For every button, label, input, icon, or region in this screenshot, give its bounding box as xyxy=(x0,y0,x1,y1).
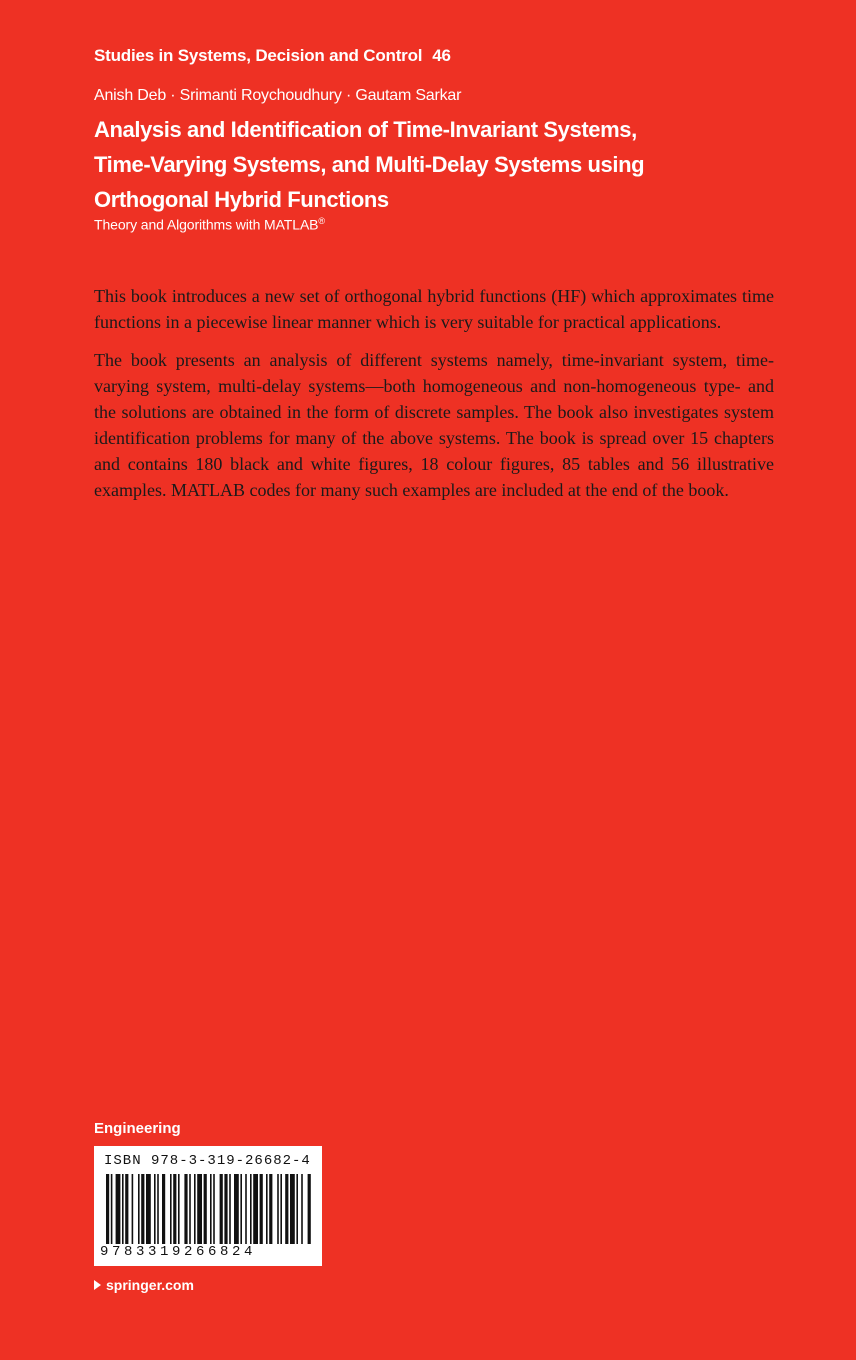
publisher-link-text[interactable]: springer.com xyxy=(106,1277,194,1293)
barcode-bar xyxy=(146,1174,151,1244)
barcode-bar xyxy=(141,1174,144,1244)
series-name: Studies in Systems, Decision and Control xyxy=(94,46,423,65)
barcode-bar xyxy=(250,1174,252,1244)
barcode-bar xyxy=(245,1174,247,1244)
barcode-bar xyxy=(269,1174,272,1244)
barcode-bar xyxy=(210,1174,212,1244)
blurb-paragraph: The book presents an analysis of different systems namely, time-invariant system, time-varying system, multi-delay systems—both homogeneous and non-homogeneous type- and the solutions are obtained in the form of discrete samples. The book also investigates system identification problems for many of the above systems. The book is spread over 15 chapters and contains 180 black and white figures, 18 colour figures, 85 tables and 56 illustrative examples. MATLAB codes for many such examples are included at the end of the book. xyxy=(94,350,774,500)
barcode-bar xyxy=(122,1174,124,1244)
barcode-bar xyxy=(224,1174,227,1244)
barcode-bar xyxy=(280,1174,282,1244)
blurb xyxy=(94,283,774,515)
barcode-bar xyxy=(296,1174,298,1244)
barcode-bar xyxy=(125,1174,128,1244)
barcode-bar xyxy=(138,1174,140,1244)
barcode-bar xyxy=(184,1174,187,1244)
category-label: Engineering xyxy=(94,1120,181,1137)
barcode-bar xyxy=(301,1174,303,1244)
barcode-bar xyxy=(220,1174,223,1244)
barcode-bar xyxy=(260,1174,263,1244)
barcode-bar xyxy=(266,1174,268,1244)
barcode-box xyxy=(94,1146,322,1266)
barcode-bar xyxy=(189,1174,191,1244)
barcode-bar xyxy=(290,1174,295,1244)
title-line: Time-Varying Systems, and Multi-Delay Systems using xyxy=(94,152,645,177)
barcode-bar xyxy=(132,1174,134,1244)
barcode-image xyxy=(104,1174,312,1244)
registered-mark: ® xyxy=(318,216,325,226)
barcode-bar xyxy=(116,1174,121,1244)
series-line xyxy=(94,46,451,66)
authors: Anish Deb · Srimanti Roychoudhury · Gautam Sarkar xyxy=(94,87,462,104)
barcode-bar xyxy=(162,1174,165,1244)
title-line: Analysis and Identification of Time-Invariant Systems, xyxy=(94,117,637,142)
barcode-bar xyxy=(173,1174,176,1244)
barcode-bar xyxy=(253,1174,258,1244)
barcode-bar xyxy=(240,1174,242,1244)
barcode-bar xyxy=(111,1174,113,1244)
publisher-link[interactable] xyxy=(94,1277,194,1293)
barcode-bar xyxy=(194,1174,196,1244)
barcode-bar xyxy=(154,1174,156,1244)
isbn-label: ISBN 978-3-319-26682-4 xyxy=(104,1153,311,1169)
barcode-bar xyxy=(213,1174,215,1244)
subtitle-text: Theory and Algorithms with MATLAB xyxy=(94,216,319,233)
barcode-bar xyxy=(308,1174,311,1244)
series-number: 46 xyxy=(432,46,451,65)
barcode-bar xyxy=(234,1174,239,1244)
blurb-paragraph: This book introduces a new set of orthogonal hybrid functions (HF) which approximates time functions in a piecewise linear manner which is very suitable for practical applications. xyxy=(94,286,774,332)
arrow-right-icon xyxy=(94,1280,101,1290)
barcode-bar xyxy=(277,1174,279,1244)
barcode-bar xyxy=(197,1174,202,1244)
barcode-digits: 9783319266824 xyxy=(100,1244,257,1260)
barcode-bar xyxy=(157,1174,159,1244)
barcode-bar xyxy=(178,1174,180,1244)
book-title xyxy=(94,112,794,217)
title-line: Orthogonal Hybrid Functions xyxy=(94,187,389,212)
barcode-bar xyxy=(170,1174,172,1244)
barcode-bar xyxy=(285,1174,288,1244)
book-subtitle xyxy=(94,216,325,233)
barcode-bar xyxy=(204,1174,207,1244)
barcode-bar xyxy=(229,1174,231,1244)
barcode-bar xyxy=(106,1174,109,1244)
